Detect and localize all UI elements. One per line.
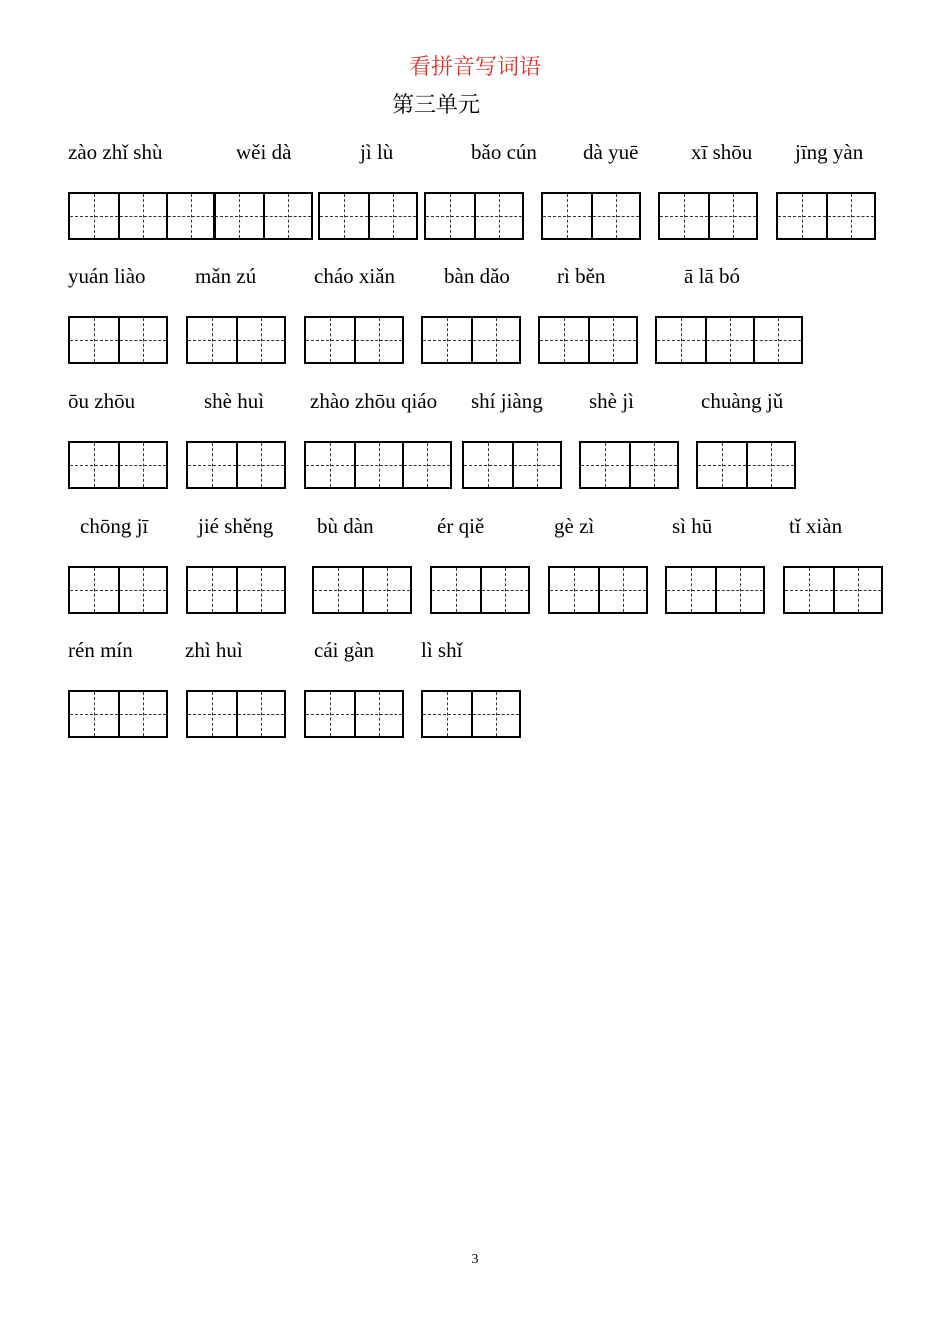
character-cell[interactable]	[746, 443, 794, 487]
writing-grid	[213, 192, 313, 240]
character-cell[interactable]	[118, 692, 166, 736]
page-number: 3	[471, 1252, 479, 1267]
writing-grid	[312, 566, 412, 614]
pinyin-prompt: jì lù	[360, 140, 394, 164]
character-cell[interactable]	[70, 692, 118, 736]
pinyin-prompt: bàn dǎo	[444, 264, 510, 288]
character-cell[interactable]	[236, 568, 284, 612]
character-cell[interactable]	[471, 318, 519, 362]
pinyin-prompt: ā lā bó	[684, 264, 740, 288]
pinyin-prompt: yuán liào	[68, 264, 146, 288]
pinyin-prompt: chōng jī	[80, 514, 149, 538]
character-cell[interactable]	[306, 318, 354, 362]
unit-heading: 第三单元	[392, 92, 481, 117]
character-cell[interactable]	[236, 318, 284, 362]
writing-grid	[186, 316, 286, 364]
writing-grid	[318, 192, 418, 240]
character-cell[interactable]	[591, 194, 639, 238]
character-cell[interactable]	[540, 318, 588, 362]
character-cell[interactable]	[362, 568, 410, 612]
character-cell[interactable]	[698, 443, 746, 487]
character-cell[interactable]	[657, 318, 705, 362]
character-cell[interactable]	[70, 568, 118, 612]
pinyin-prompt: mǎn zú	[195, 264, 257, 288]
character-cell[interactable]	[785, 568, 833, 612]
pinyin-prompt: chuàng jǔ	[701, 389, 784, 413]
character-cell[interactable]	[70, 318, 118, 362]
character-cell[interactable]	[118, 568, 166, 612]
character-cell[interactable]	[215, 194, 263, 238]
writing-grid	[665, 566, 765, 614]
pinyin-prompt: rén mín	[68, 638, 133, 662]
character-cell[interactable]	[753, 318, 801, 362]
pinyin-prompt: bù dàn	[317, 514, 374, 538]
character-cell[interactable]	[423, 318, 471, 362]
character-cell[interactable]	[432, 568, 480, 612]
writing-grid	[541, 192, 641, 240]
character-cell[interactable]	[188, 692, 236, 736]
character-cell[interactable]	[188, 568, 236, 612]
pinyin-prompt: ōu zhōu	[68, 389, 136, 413]
character-cell[interactable]	[778, 194, 826, 238]
character-cell[interactable]	[471, 692, 519, 736]
character-cell[interactable]	[118, 443, 166, 487]
writing-grid	[430, 566, 530, 614]
pinyin-prompt: sì hū	[672, 514, 713, 538]
writing-grid	[658, 192, 758, 240]
pinyin-prompt: rì běn	[557, 264, 606, 288]
writing-grid	[68, 441, 168, 489]
writing-grid	[304, 690, 404, 738]
writing-grid	[68, 316, 168, 364]
character-cell[interactable]	[480, 568, 528, 612]
character-cell[interactable]	[826, 194, 874, 238]
character-cell[interactable]	[708, 194, 756, 238]
pinyin-prompt: shí jiàng	[471, 389, 543, 413]
pinyin-prompt: shè huì	[204, 389, 265, 413]
writing-grid	[783, 566, 883, 614]
writing-grid	[538, 316, 638, 364]
writing-grid	[186, 690, 286, 738]
writing-grid	[186, 566, 286, 614]
character-cell[interactable]	[543, 194, 591, 238]
character-cell[interactable]	[166, 194, 214, 238]
character-cell[interactable]	[306, 692, 354, 736]
character-cell[interactable]	[314, 568, 362, 612]
writing-grid	[776, 192, 876, 240]
character-cell[interactable]	[188, 443, 236, 487]
pinyin-prompt: lì shǐ	[421, 638, 463, 662]
pinyin-prompt: gè zì	[554, 514, 595, 538]
character-cell[interactable]	[306, 443, 354, 487]
character-cell[interactable]	[598, 568, 646, 612]
character-cell[interactable]	[354, 318, 402, 362]
pinyin-prompt: cháo xiǎn	[314, 264, 396, 288]
character-cell[interactable]	[464, 443, 512, 487]
pinyin-prompt: zhào zhōu qiáo	[310, 389, 438, 413]
character-cell[interactable]	[660, 194, 708, 238]
character-cell[interactable]	[236, 692, 284, 736]
pinyin-prompt: dà yuē	[583, 140, 639, 164]
character-cell[interactable]	[402, 443, 450, 487]
writing-grid	[186, 441, 286, 489]
pinyin-prompt: jié shěng	[198, 514, 274, 538]
character-cell[interactable]	[550, 568, 598, 612]
pinyin-prompt: bǎo cún	[471, 140, 537, 164]
worksheet-title: 看拼音写词语	[408, 54, 541, 79]
character-cell[interactable]	[354, 443, 402, 487]
character-cell[interactable]	[715, 568, 763, 612]
pinyin-prompt: jīng yàn	[795, 140, 864, 164]
character-cell[interactable]	[512, 443, 560, 487]
character-cell[interactable]	[354, 692, 402, 736]
character-cell[interactable]	[263, 194, 311, 238]
writing-grid	[421, 690, 521, 738]
character-cell[interactable]	[705, 318, 753, 362]
character-cell[interactable]	[581, 443, 629, 487]
writing-grid	[68, 192, 216, 240]
writing-grid	[68, 566, 168, 614]
pinyin-prompt: zhì huì	[185, 638, 243, 662]
writing-grid	[424, 192, 524, 240]
writing-grid	[696, 441, 796, 489]
writing-grid	[304, 441, 452, 489]
pinyin-prompt: tǐ xiàn	[789, 514, 843, 538]
writing-grid	[655, 316, 803, 364]
character-cell[interactable]	[70, 443, 118, 487]
character-cell[interactable]	[236, 443, 284, 487]
pinyin-prompt: shè jì	[589, 389, 634, 413]
character-cell[interactable]	[118, 194, 166, 238]
character-cell[interactable]	[667, 568, 715, 612]
character-cell[interactable]	[118, 318, 166, 362]
character-cell[interactable]	[588, 318, 636, 362]
writing-grid	[68, 690, 168, 738]
character-cell[interactable]	[423, 692, 471, 736]
pinyin-prompt: ér qiě	[437, 514, 485, 538]
character-cell[interactable]	[426, 194, 474, 238]
writing-grid	[421, 316, 521, 364]
character-cell[interactable]	[474, 194, 522, 238]
character-cell[interactable]	[320, 194, 368, 238]
pinyin-prompt: xī shōu	[691, 140, 753, 164]
character-cell[interactable]	[833, 568, 881, 612]
writing-grid	[462, 441, 562, 489]
character-cell[interactable]	[629, 443, 677, 487]
pinyin-prompt: wěi dà	[236, 140, 292, 164]
character-cell[interactable]	[188, 318, 236, 362]
writing-grid	[304, 316, 404, 364]
character-cell[interactable]	[70, 194, 118, 238]
pinyin-prompt: cái gàn	[314, 638, 375, 662]
writing-grid	[548, 566, 648, 614]
pinyin-prompt: zào zhǐ shù	[68, 140, 163, 164]
writing-grid	[579, 441, 679, 489]
character-cell[interactable]	[368, 194, 416, 238]
